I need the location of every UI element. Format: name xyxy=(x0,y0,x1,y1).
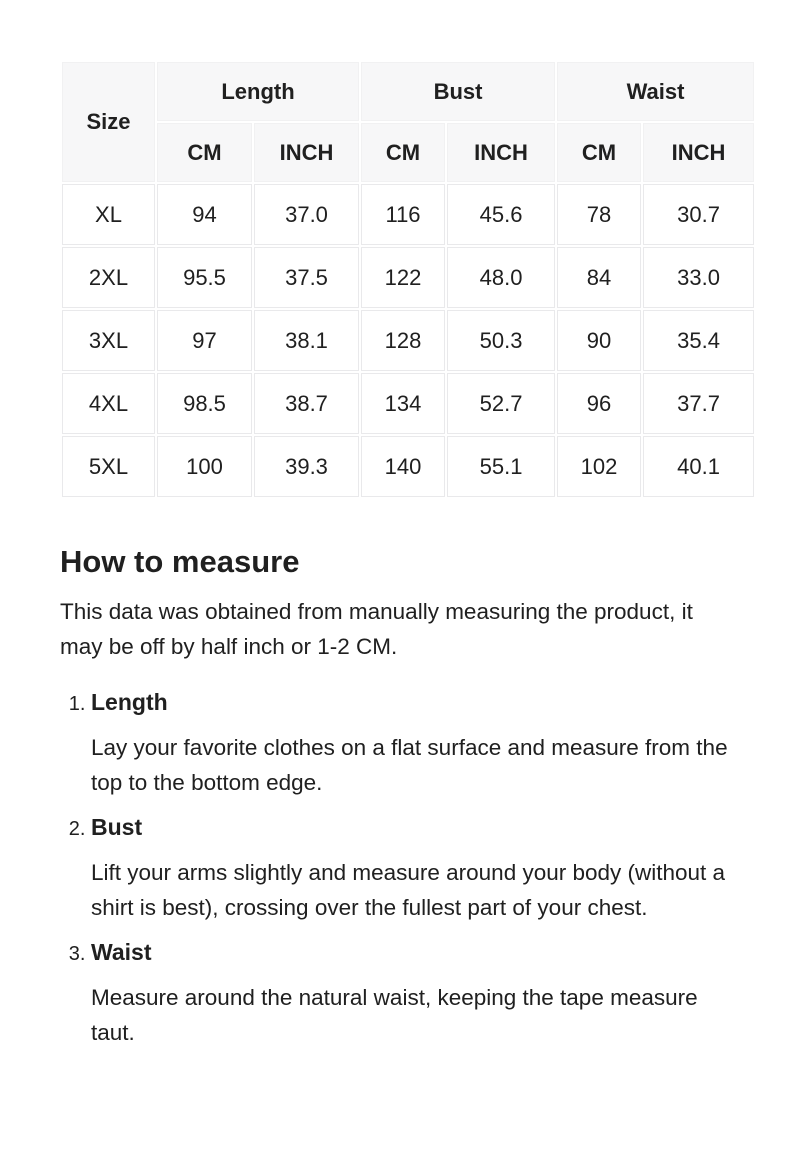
unit-header-waist-cm: CM xyxy=(557,123,641,182)
value-cell: 39.3 xyxy=(254,436,359,497)
value-cell: 98.5 xyxy=(157,373,252,434)
measure-intro-text: This data was obtained from manually measuring the product, it may be off by half inch or 1-2 CM. xyxy=(60,599,693,660)
unit-header-bust-cm: CM xyxy=(361,123,445,182)
step-description: Measure around the natural waist, keeping the tape measure taut. xyxy=(91,985,698,1046)
size-column-header: Size xyxy=(62,62,155,182)
waist-group-header: Waist xyxy=(557,62,754,121)
value-cell: 128 xyxy=(361,310,445,371)
step-item-length xyxy=(91,685,740,800)
unit-header-waist-inch: INCH xyxy=(643,123,754,182)
table-group-header-row xyxy=(62,62,754,121)
step-term: 3. Waist xyxy=(91,939,152,966)
value-cell: 96 xyxy=(557,373,641,434)
size-cell: 2XL xyxy=(62,247,155,308)
value-cell: 78 xyxy=(557,184,641,245)
value-cell: 102 xyxy=(557,436,641,497)
size-chart-table xyxy=(60,60,756,499)
step-term: 1. Length xyxy=(91,689,168,716)
value-cell: 38.1 xyxy=(254,310,359,371)
value-cell: 55.1 xyxy=(447,436,555,497)
value-cell: 37.5 xyxy=(254,247,359,308)
table-unit-header-row xyxy=(62,123,754,182)
step-item-bust xyxy=(91,810,740,925)
table-row xyxy=(62,310,754,371)
value-cell: 100 xyxy=(157,436,252,497)
value-cell: 134 xyxy=(361,373,445,434)
value-cell: 35.4 xyxy=(643,310,754,371)
unit-header-bust-inch: INCH xyxy=(447,123,555,182)
value-cell: 37.0 xyxy=(254,184,359,245)
value-cell: 90 xyxy=(557,310,641,371)
bust-group-header: Bust xyxy=(361,62,555,121)
value-cell: 37.7 xyxy=(643,373,754,434)
value-cell: 48.0 xyxy=(447,247,555,308)
value-cell: 84 xyxy=(557,247,641,308)
table-row xyxy=(62,184,754,245)
size-cell: 3XL xyxy=(62,310,155,371)
table-row xyxy=(62,247,754,308)
value-cell: 94 xyxy=(157,184,252,245)
step-description: Lay your favorite clothes on a flat surface and measure from the top to the bottom edge. xyxy=(91,735,728,796)
value-cell: 33.0 xyxy=(643,247,754,308)
table-row xyxy=(62,373,754,434)
size-cell: XL xyxy=(62,184,155,245)
measure-steps-list xyxy=(60,685,740,1050)
step-description: Lift your arms slightly and measure around your body (without a shirt is best), crossing over the fullest part of your chest. xyxy=(91,860,726,921)
value-cell: 116 xyxy=(361,184,445,245)
value-cell: 140 xyxy=(361,436,445,497)
value-cell: 30.7 xyxy=(643,184,754,245)
value-cell: 38.7 xyxy=(254,373,359,434)
value-cell: 122 xyxy=(361,247,445,308)
size-cell: 5XL xyxy=(62,436,155,497)
length-group-header: Length xyxy=(157,62,359,121)
size-cell: 4XL xyxy=(62,373,155,434)
unit-header-length-inch: INCH xyxy=(254,123,359,182)
value-cell: 97 xyxy=(157,310,252,371)
value-cell: 45.6 xyxy=(447,184,555,245)
value-cell: 95.5 xyxy=(157,247,252,308)
step-term: 2. Bust xyxy=(91,814,143,841)
table-row xyxy=(62,436,754,497)
how-to-measure-heading: How to measure xyxy=(60,544,300,579)
value-cell: 50.3 xyxy=(447,310,555,371)
value-cell: 52.7 xyxy=(447,373,555,434)
step-item-waist xyxy=(91,935,740,1050)
unit-header-length-cm: CM xyxy=(157,123,252,182)
value-cell: 40.1 xyxy=(643,436,754,497)
